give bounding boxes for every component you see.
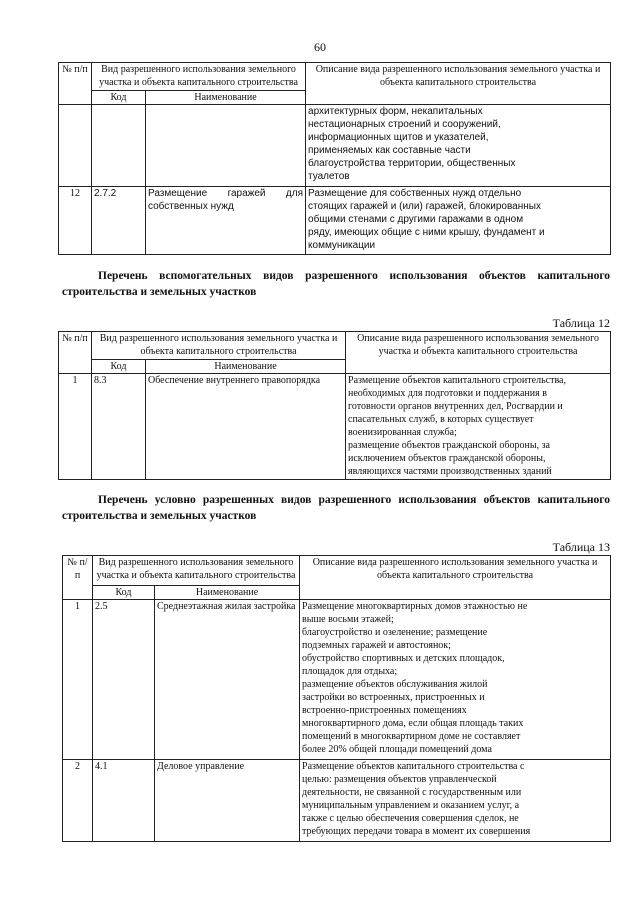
row-code: 4.1: [93, 760, 155, 842]
table-header-row: [59, 332, 611, 360]
desc-line: размещение объектов обслуживания жилой: [302, 679, 488, 690]
desc-line: более 20% общей площади помещений дома: [302, 744, 492, 755]
desc-line: готовности органов внутренних дел, Росгвардии и: [348, 401, 563, 412]
header-code: Код: [92, 91, 146, 105]
desc-line: требующих передачи товара в момент их совершения: [302, 826, 531, 837]
table-row: [63, 600, 611, 760]
row-name: [146, 105, 306, 187]
header-description: Описание вида разрешенного использования земельного участка и объекта капитального строительства: [300, 556, 611, 600]
desc-line: ряду, имеющих общие с ними крышу, фундамент и: [308, 227, 545, 238]
table-header-row: [63, 556, 611, 586]
header-code: Код: [93, 586, 155, 600]
auxiliary-uses-table: [58, 331, 611, 480]
row-num: 1: [59, 374, 92, 480]
conditional-uses-table: [62, 555, 611, 842]
header-type-group: Вид разрешенного использования земельного участка и объекта капитального строительства: [92, 63, 306, 91]
table-caption-12: Таблица 12: [552, 316, 610, 330]
desc-line: применяемых как составные части: [308, 145, 471, 156]
desc-line: коммуникации: [308, 240, 376, 251]
desc-line: туалетов: [308, 171, 350, 182]
desc-line: целью: размещения объектов управленческой: [302, 774, 497, 785]
desc-line: Размещение для собственных нужд отдельно: [308, 188, 522, 199]
desc-line: муниципальным управлением и оказанием услуг, а: [302, 800, 520, 811]
section-heading-auxiliary-uses: Перечень вспомогательных видов разрешенного использования объектов капитального строительства и земельных участков: [62, 270, 610, 298]
row-name: Обеспечение внутреннего правопорядка: [146, 374, 346, 480]
desc-line: размещение объектов гражданской обороны, за: [348, 440, 550, 451]
section-heading-conditional-uses: Перечень условно разрешенных видов разрешенного использования объектов капитального строительства и земельных участков: [62, 494, 610, 522]
row-num: [59, 105, 92, 187]
desc-line: благоустройство и озеленение; размещение: [302, 627, 488, 638]
desc-line: встроенно-пристроенных помещениях: [302, 705, 467, 716]
header-name: Наименование: [155, 586, 300, 600]
desc-line: исключением объектов гражданской обороны,: [348, 453, 546, 464]
desc-line: деятельности, не связанной с государственным или: [302, 787, 522, 798]
desc-line: также с целью обеспечения совершения сделок, не: [302, 813, 519, 824]
desc-line: военизированная служба;: [348, 427, 457, 438]
row-code: 2.7.2: [92, 187, 146, 255]
desc-line: выше восьми этажей;: [302, 614, 394, 625]
row-code: [92, 105, 146, 187]
desc-line: обустройство спортивных и детских площадок,: [302, 653, 505, 664]
desc-line: необходимых для подготовки и поддержания в: [348, 388, 547, 399]
desc-line: многоквартирного дома, если общая площадь таких: [302, 718, 524, 729]
table-caption-13: Таблица 13: [552, 540, 610, 554]
row-name: Среднеэтажная жилая застройка: [155, 600, 300, 760]
desc-line: являющихся частями производственных зданий: [348, 466, 552, 477]
table-row: [59, 374, 611, 480]
row-description: [300, 600, 611, 760]
desc-line: Размещение многоквартирных домов этажностью не: [302, 601, 528, 612]
desc-line: информационных щитов и указателей,: [308, 132, 489, 143]
permitted-use-table-continued: [58, 62, 611, 255]
header-code: Код: [92, 360, 146, 374]
row-name: Размещение гаражей для собственных нужд: [146, 187, 306, 255]
desc-line: Размещение объектов капитального строительства с: [302, 761, 525, 772]
desc-line: площадок для отдыха;: [302, 666, 398, 677]
desc-line: общими стенами с другими гаражами в одном: [308, 214, 524, 225]
desc-line: архитектурных форм, некапитальных: [308, 106, 483, 117]
header-name: Наименование: [146, 360, 346, 374]
row-description: [306, 187, 611, 255]
row-description: [346, 374, 611, 480]
desc-line: Размещение объектов капитального строительства,: [348, 375, 566, 386]
header-num: № п/п: [63, 556, 93, 600]
table-row: [59, 187, 611, 255]
row-description: [306, 105, 611, 187]
table-row: [59, 105, 611, 187]
header-type-group: Вид разрешенного использования земельного участка и объекта капитального строительства: [92, 332, 346, 360]
desc-line: помещений в многоквартирном доме не составляет: [302, 731, 521, 742]
header-num: № п/п: [59, 63, 92, 105]
page-number: 60: [314, 40, 326, 54]
header-description: Описание вида разрешенного использования земельного участка и объекта капитального строительства: [306, 63, 611, 105]
row-code: 8.3: [92, 374, 146, 480]
header-name: Наименование: [146, 91, 306, 105]
header-description: Описание вида разрешенного использования земельного участка и объекта капитального строительства: [346, 332, 611, 374]
header-type-group: Вид разрешенного использования земельного участка и объекта капитального строительства: [93, 556, 300, 586]
desc-line: застройки во встроенных, пристроенных и: [302, 692, 485, 703]
row-code: 2.5: [93, 600, 155, 760]
table-header-row: [59, 63, 611, 91]
row-description: [300, 760, 611, 842]
row-num: 1: [63, 600, 93, 760]
table-row: [63, 760, 611, 842]
desc-line: благоустройства территории, общественных: [308, 158, 516, 169]
desc-line: стоящих гаражей и (или) гаражей, блокированных: [308, 201, 541, 212]
row-num: 12: [59, 187, 92, 255]
row-name: Деловое управление: [155, 760, 300, 842]
row-num: 2: [63, 760, 93, 842]
header-num: № п/п: [59, 332, 92, 374]
desc-line: подземных гаражей и автостоянок;: [302, 640, 451, 651]
desc-line: спасательных служб, в которых существует: [348, 414, 534, 425]
desc-line: нестационарных строений и сооружений,: [308, 119, 501, 130]
